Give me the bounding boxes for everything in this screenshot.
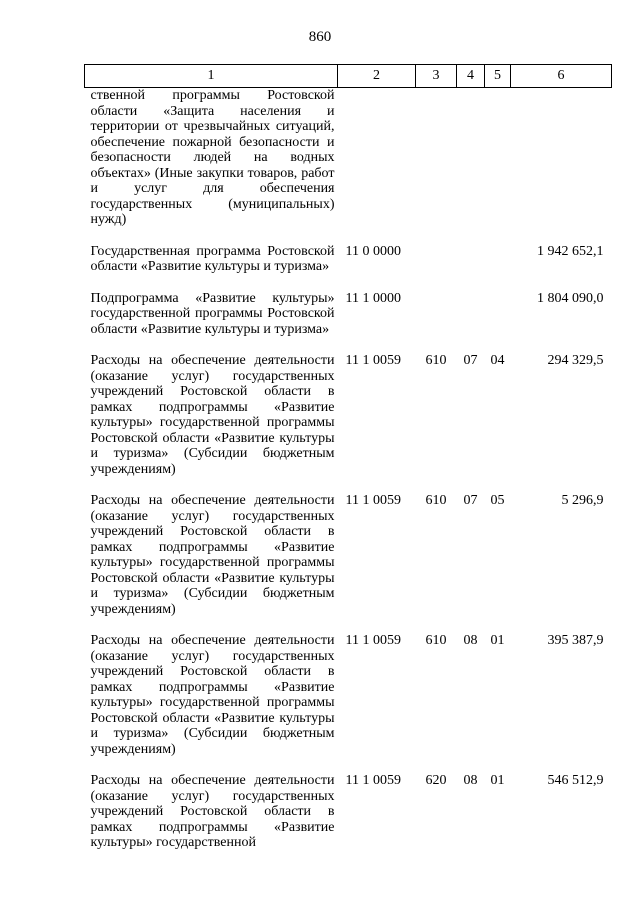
subsection-code — [485, 244, 511, 275]
section-code: 07 — [463, 353, 478, 368]
section-code: 08 — [463, 633, 478, 648]
column-header: 1 — [85, 65, 338, 88]
page-number: 860 — [308, 29, 332, 45]
table-row — [85, 353, 612, 477]
row-description: Расходы на обеспечение деятельности (оказание услуг) государственных учреждений Ростовской области в рамках подпрограммы «Развитие культуры» государственной программы Ростовской области «Развитие культуры и туризма» (Субсидии бюджетным учреждениям) — [90, 493, 335, 617]
amount: 1 804 090,0 — [537, 290, 604, 306]
subsection-code: 04 — [490, 353, 505, 368]
section-code — [457, 88, 485, 228]
section-code — [457, 291, 485, 338]
subsection-code — [485, 88, 511, 228]
expense-type-code — [416, 244, 457, 275]
expense-type-code — [416, 88, 457, 228]
row-description: Государственная программа Ростовской области «Развитие культуры и туризма» — [90, 243, 335, 274]
table-header-row — [85, 65, 612, 88]
subsection-code: 01 — [490, 773, 505, 788]
row-description: Расходы на обеспечение деятельности (оказание услуг) государственных учреждений Ростовской области в рамках подпрограммы «Развитие культуры» государственной — [90, 773, 335, 850]
table-row — [85, 291, 612, 338]
row-spacer — [85, 757, 612, 773]
subsection-code — [485, 291, 511, 338]
target-article-code — [338, 88, 416, 228]
amount: 5 296,9 — [561, 493, 604, 508]
row-spacer — [85, 275, 612, 291]
expense-type-code: 610 — [425, 633, 447, 648]
target-article-code: 11 1 0000 — [345, 290, 401, 306]
expense-type-code: 610 — [425, 353, 447, 368]
section-code: 07 — [463, 493, 478, 508]
amount: 546 512,9 — [547, 773, 604, 788]
row-spacer — [85, 477, 612, 493]
section-code: 08 — [463, 773, 478, 788]
expense-type-code — [416, 291, 457, 338]
amount — [511, 88, 612, 228]
column-header: 6 — [511, 65, 612, 88]
target-article-code: 11 1 0059 — [345, 773, 401, 788]
table-row — [85, 633, 612, 757]
row-spacer — [85, 337, 612, 353]
column-header: 4 — [457, 65, 485, 88]
subsection-code: 01 — [490, 633, 505, 648]
row-spacer — [85, 228, 612, 244]
target-article-code: 11 1 0059 — [345, 493, 401, 508]
row-description: Расходы на обеспечение деятельности (оказание услуг) государственных учреждений Ростовской области в рамках подпрограммы «Развитие культуры» государственной программы Ростовской области «Развитие культуры и туризма» (Субсидии бюджетным учреждениям) — [90, 353, 335, 477]
amount: 294 329,5 — [547, 353, 604, 368]
column-header: 2 — [338, 65, 416, 88]
section-code — [457, 244, 485, 275]
amount: 395 387,9 — [547, 633, 604, 648]
table-row — [85, 493, 612, 617]
budget-table — [84, 64, 612, 851]
row-description: Подпрограмма «Развитие культуры» государственной программы Ростовской области «Развитие культуры и туризма» — [90, 290, 335, 337]
expense-type-code: 610 — [425, 493, 447, 508]
amount: 1 942 652,1 — [537, 243, 604, 259]
row-description: ственной программы Ростовской области «Защита населения и территории от чрезвычайных ситуаций, обеспечение пожарной безопасности и безопасности людей на водных объектах» (Иные закупки товаров, работ и услуг для обеспечения государственных (муниципальных) нужд) — [90, 88, 335, 227]
row-spacer — [85, 617, 612, 633]
expense-type-code: 620 — [425, 773, 447, 788]
target-article-code: 11 0 0000 — [345, 243, 401, 259]
table-row — [85, 773, 612, 851]
row-description: Расходы на обеспечение деятельности (оказание услуг) государственных учреждений Ростовской области в рамках подпрограммы «Развитие культуры» государственной программы Ростовской области «Развитие культуры и туризма» (Субсидии бюджетным учреждениям) — [90, 633, 335, 757]
target-article-code: 11 1 0059 — [345, 633, 401, 648]
target-article-code: 11 1 0059 — [345, 353, 401, 368]
subsection-code: 05 — [490, 493, 505, 508]
column-header: 5 — [485, 65, 511, 88]
column-header: 3 — [416, 65, 457, 88]
table-row — [85, 88, 612, 228]
table-row — [85, 244, 612, 275]
